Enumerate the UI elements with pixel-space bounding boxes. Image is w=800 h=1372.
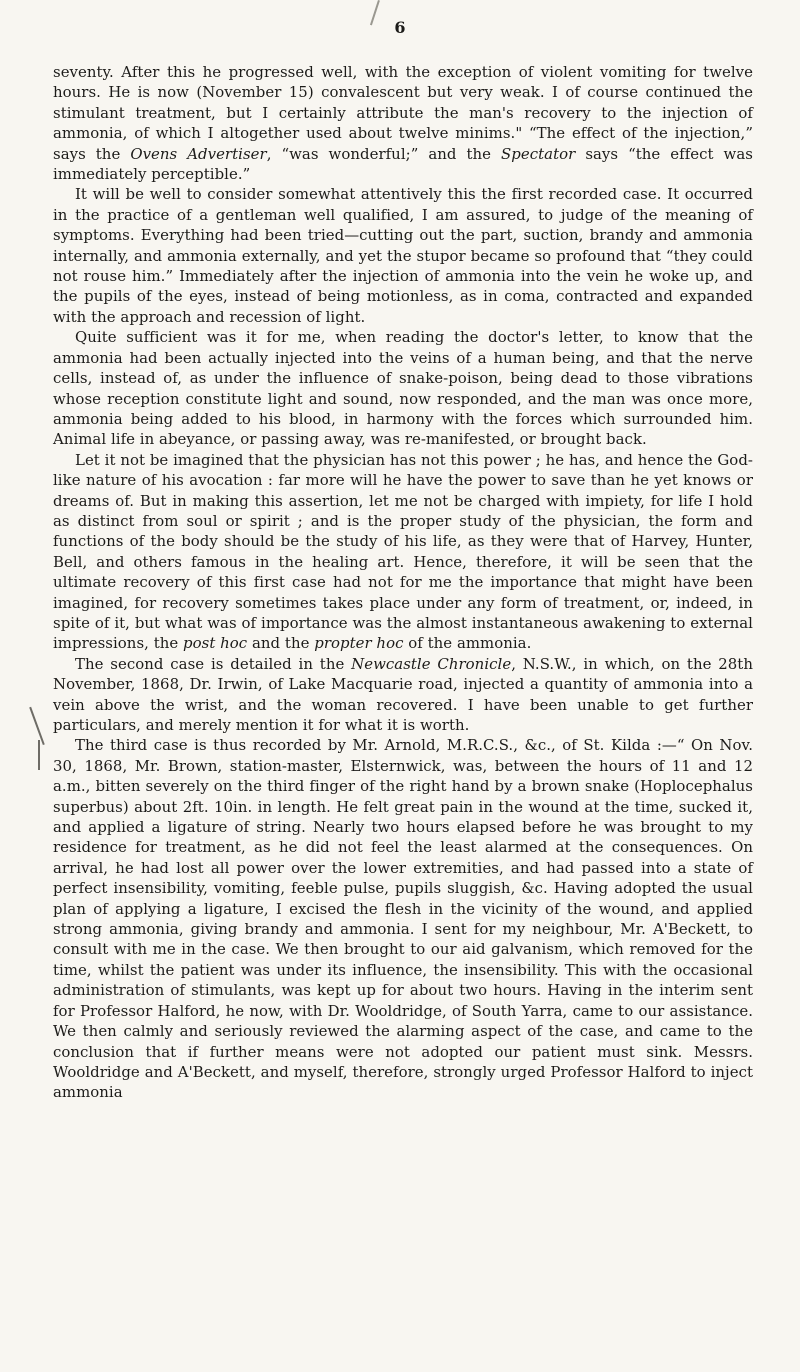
page-number: 6 [394, 18, 406, 37]
margin-bracket-mark [29, 707, 44, 745]
paragraph-3: Quite sufficient was it for me, when reading the doctor's letter, to know that the ammonia had been actually injected into the veins of a human being, and that the nerve cells, instead of, as under the influence of snake-poison, being dead to those vibrations whose reception constitute light and sound, now responded, and the man was once more, ammonia being added to his blood, in harmony with the forces which surrounded him. Animal life in abeyance, or passing away, was re-manifested, or brought back. [53, 328, 753, 449]
margin-bracket-mark-lower [38, 740, 40, 770]
paragraph-1: seventy. After this he progressed well, with the exception of violent vomiting for twelve hours. He is now (November 15) convalescent but very weak. I of course continued the stimulant treatment, but I certainly attribute the man's recovery to the injection of ammonia, of which I altogether used about twelve minims." “The effect of the injection,” says the Ovens Advertiser, “was wonderful;” and the Spectator says “the effect was immediately perceptible.” [53, 63, 753, 184]
paragraph-5: The second case is detailed in the Newcastle Chronicle, N.S.W., in which, on the 28th November, 1868, Dr. Irwin, of Lake Macquarie road, injected a quantity of ammonia into a vein above the wrist, and the woman recovered. I have been unable to get further particulars, and merely mention it for what it is worth. [53, 654, 753, 734]
paragraph-2: It will be well to consider somewhat attentively this the first recorded case. It occurred in the practice of a gentleman well qualified, I am assured, to judge of the meaning of symptoms. Everything had been tried—cutting out the part, suction, brandy and ammonia internally, and ammonia externally, and yet the stupor became so profound that “they could not rouse him.” Immediately after the injection of ammonia into the vein he woke up, and the pupils of the eyes, instead of being motionless, as in coma, contracted and expanded with the approach and recession of light. [53, 185, 753, 326]
paragraph-6: The third case is thus recorded by Mr. Arnold, M.R.C.S., &c., of St. Kilda :—“ On Nov. 30, 1868, Mr. Brown, station-master, Elsternwick, was, between the hours of 11 and 12 a.m., bitten severely on the third finger of the right hand by a brown snake (Hoplocephalus superbus) about 2ft. 10in. in length. He felt great pain in the wound at the time, sucked it, and applied a ligature of string. Nearly two hours elapsed before he was brought to my residence for treatment, as he did not feel the least alarmed at the consequences. On arrival, he had lost all power over the lower extremities, and had passed into a state of perfect insensibility, vomiting, feeble pulse, pupils sluggish, &c. Having adopted the usual plan of applying a ligature, I excised the flesh in the vicinity of the wound, and applied strong ammonia, giving brandy and ammonia. I sent for my neighbour, Mr. A'Beckett, to consult with me in the case. We then brought to our aid galvanism, which removed for the time, whilst the patient was under its influence, the insensibility. This with the occasional administration of stimulants, was kept up for about two hours. Having in the interim sent for Professor Halford, he now, with Dr. Wooldridge, of South Yarra, came to our assistance. We then calmly and seriously reviewed the alarming aspect of the case, and came to the conclusion that if further means were not adopted our patient must sink. Messrs. Wooldridge and A'Beckett, and myself, therefore, strongly urged Professor Halford to inject ammonia [53, 736, 753, 1102]
paragraph-4: Let it not be imagined that the physician has not this power ; he has, and hence the God-like nature of his avocation : far more will he have the power to save than he yet knows or dreams of. But in making this assertion, let me not be charged with impiety, for life I hold as distinct from soul or spirit ; and is the proper study of the physician, the form and functions of the body should be the study of his life, as they were that of Harvey, Hunter, Bell, and others famous in the healing art. Hence, therefore, it will be seen that the ultimate recovery of this first case had not for me the importance that might have been imagined, for recovery sometimes takes place under any form of treatment, or, indeed, in spite of it, but what was of importance was the almost instantaneous awakening to external impressions, the post hoc and the propter hoc of the ammonia. [53, 450, 753, 653]
body-text [53, 62, 753, 1103]
